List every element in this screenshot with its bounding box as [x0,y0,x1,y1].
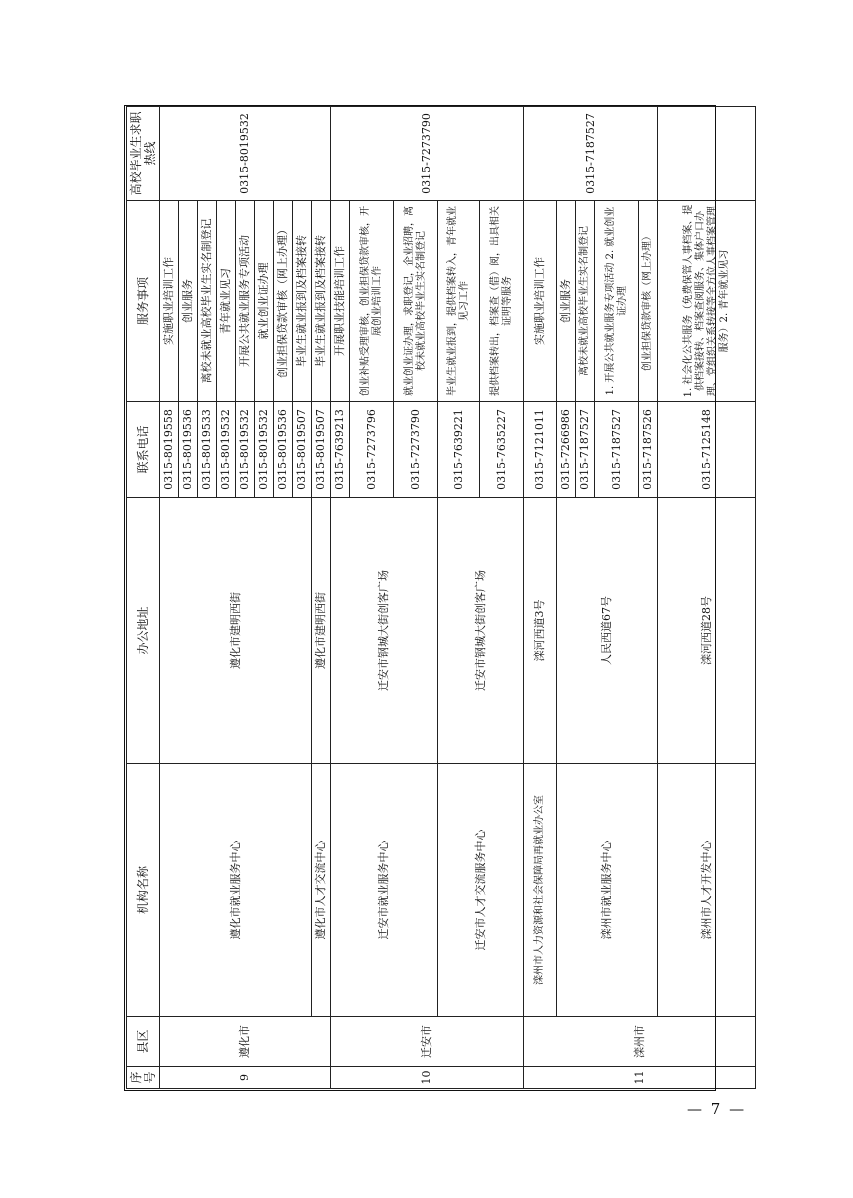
header-service: 服务事项 [127,201,160,402]
table-row [331,107,350,1089]
page-number: — 7 — [687,1100,747,1118]
hotline-cell: 0315-8019532 [160,107,331,201]
phone-cell: 0315-8019532 [255,402,274,498]
addr-cell: 人民西道67号 [557,498,658,764]
table-row [524,107,557,1089]
phone-cell: 0315-8019532 [236,402,255,498]
phone-cell: 0315-7121011 [524,402,557,498]
phone-cell: 0315-8019558 [160,402,179,498]
table-row [438,107,480,1089]
service-cell: 毕业生就业报到及档案接转 [312,201,331,402]
org-cell: 迁安市人才交流服务中心 [438,764,524,1017]
phone-cell: 0315-8019536 [179,402,198,498]
service-cell: 创业补贴受理审核，创业担保贷款审核，开展创业培训工作 [350,201,394,402]
service-table [126,106,756,1089]
table-row [658,107,756,1089]
service-table-rotated [126,107,730,1089]
header-county: 县区 [127,1017,160,1067]
addr-cell: 遵化市建明西街 [312,498,331,764]
header-org: 机构名称 [127,764,160,1017]
table-row [160,107,179,1089]
phone-cell: 0315-7273790 [394,402,438,498]
hotline-cell: 0315-7273790 [331,107,524,201]
addr-cell: 迁安市钢城大街创客广场 [438,498,524,764]
phone-cell: 0315-7635227 [480,402,524,498]
addr-cell: 滦河西道3号 [524,498,557,764]
phone-cell: 0315-7639221 [438,402,480,498]
county-cell: 迁安市 [331,1017,524,1067]
phone-cell: 0315-7125148 [658,402,756,498]
service-cell: 开展公共就业服务专项活动 [236,201,255,402]
phone-cell: 0315-8019536 [274,402,293,498]
service-cell: 就业创业证办理，求职登记，企业招聘，离校未就业高校毕业生实名制登记 [394,201,438,402]
seq-cell: 9 [160,1067,331,1089]
addr-cell: 遵化市建明西街 [160,498,312,764]
service-cell: 1. 开展公共就业服务专项活动 2. 就业创业证办理 [595,201,639,402]
org-cell: 遵化市人才交流中心 [312,764,331,1017]
addr-cell: 滦河西道28号 [658,498,756,764]
table-row [557,107,576,1089]
service-cell: 离校未就业高校毕业生实名制登记 [576,201,595,402]
county-cell: 滦州市 [524,1017,756,1067]
org-cell: 迁安市就业服务中心 [331,764,438,1017]
phone-cell: 0315-7273796 [350,402,394,498]
phone-cell: 0315-7187526 [639,402,658,498]
header-seq: 序号 [127,1067,160,1089]
phone-cell: 0315-8019507 [293,402,312,498]
service-cell: 开展职业技能培训工作 [331,201,350,402]
header-hotline: 高校毕业生求职热线 [127,107,160,201]
org-cell: 滦州市人力资源和社会保障局再就业办公室 [524,764,557,1017]
org-cell: 滦州市就业服务中心 [557,764,658,1017]
header-addr: 办公地址 [127,498,160,764]
service-cell: 就业创业证办理 [255,201,274,402]
hotline-cell-empty [658,107,756,201]
seq-cell: 11 [524,1067,756,1089]
phone-cell: 0315-7187527 [576,402,595,498]
phone-cell: 0315-7266986 [557,402,576,498]
org-cell: 滦州市人才开发中心 [658,764,756,1017]
service-cell: 毕业生就业报到，提供档案转入，青年就业见习工作 [438,201,480,402]
phone-cell: 0315-7639213 [331,402,350,498]
seq-cell: 10 [331,1067,524,1089]
addr-cell: 迁安市钢城大街创客广场 [331,498,438,764]
service-cell: 创业服务 [179,201,198,402]
service-cell: 毕业生就业报到及档案接转 [293,201,312,402]
header-phone: 联系电话 [127,402,160,498]
county-cell: 遵化市 [160,1017,331,1067]
hotline-cell: 0315-7187527 [524,107,658,201]
phone-cell: 0315-7187527 [595,402,639,498]
service-cell: 青年就业见习 [217,201,236,402]
phone-cell: 0315-8019532 [217,402,236,498]
service-cell: 实施职业培训工作 [160,201,179,402]
service-cell: 提供档案转出，档案查（借）阅，出具相关证明等服务 [480,201,524,402]
table-row [312,107,331,1089]
service-cell: 创业担保贷款审核（网上办理） [274,201,293,402]
service-cell: 创业担保贷款审核（网上办理） [639,201,658,402]
service-cell: 创业服务 [557,201,576,402]
header-row [127,107,160,1089]
service-cell: 离校未就业高校毕业生实名制登记 [198,201,217,402]
phone-cell: 0315-8019507 [312,402,331,498]
service-cell: 1. 社会化公共服务（免费保管人事档案、提供档案接转、档案查阅服务、集体户口办理、党组织关系转接等全方位人事档案管理服务）2. 青年就业见习 [658,201,756,402]
service-cell: 实施职业培训工作 [524,201,557,402]
org-cell: 遵化市就业服务中心 [160,764,312,1017]
phone-cell: 0315-8019533 [198,402,217,498]
